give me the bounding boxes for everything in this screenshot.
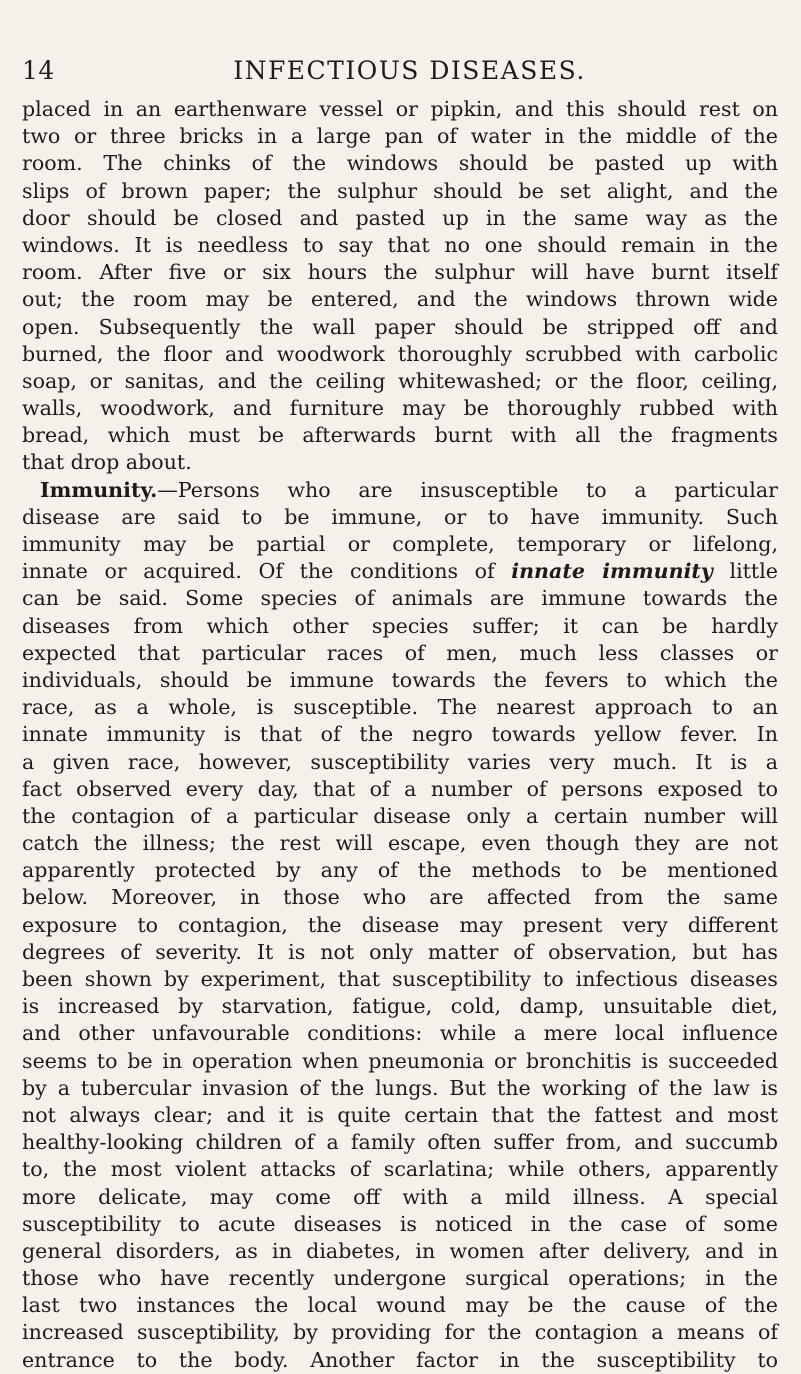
text-line: disease are said to be immune, or to have immunity. Such: [22, 504, 778, 529]
text-line: room. After five or six hours the sulphur will have burnt itself: [22, 260, 778, 285]
text-fragment: little: [729, 559, 778, 584]
text-line: and other unfavourable conditions: while a mere local influence: [22, 1021, 778, 1046]
text-line: those who have recently undergone surgical operations; in the: [22, 1266, 778, 1291]
text-line: room. The chinks of the windows should be pasted up with: [22, 151, 778, 176]
text-line: to, the most violent attacks of scarlatina; while others, apparently: [22, 1157, 778, 1182]
section-heading-immunity: Immunity.: [40, 477, 158, 502]
text-line: race, as a whole, is susceptible. The nearest approach to an: [22, 695, 778, 720]
text-line: immunity may be partial or complete, temporary or lifelong,: [22, 532, 778, 556]
text-line: can be said. Some species of animals are immune towards the: [22, 586, 778, 611]
text-line: a given race, however, susceptibility varies very much. It is a: [22, 749, 778, 774]
text-line: door should be closed and pasted up in the same way as the: [22, 205, 778, 230]
text-line: last two instances the local wound may be the cause of the: [22, 1293, 778, 1318]
text-line: fact observed every day, that of a number of persons exposed to: [22, 776, 778, 801]
emphasis-innate-immunity: innate immunity: [511, 559, 713, 584]
text-line: catch the illness; the rest will escape, even though they are not: [22, 831, 778, 856]
text-line: apparently protected by any of the methods to be mentioned: [22, 858, 778, 883]
text-line: soap, or sanitas, and the ceiling whitewashed; or the floor, ceiling,: [22, 368, 778, 393]
text-line: expected that particular races of men, much less classes or: [22, 640, 778, 665]
text-line: increased susceptibility, by providing for the contagion a means of: [22, 1320, 778, 1345]
text-fragment: —Persons who are insusceptible to a particular: [157, 477, 778, 502]
text-line: been shown by experiment, that susceptibility to infectious diseases: [22, 967, 778, 991]
text-line: more delicate, may come off with a mild illness. A special: [22, 1184, 778, 1209]
text-line: general disorders, as in diabetes, in women after delivery, and in: [22, 1238, 778, 1263]
text-line: windows. It is needless to say that no one should remain in the: [22, 232, 778, 257]
text-line: by a tubercular invasion of the lungs. But the working of the law is: [22, 1075, 778, 1100]
text-line: healthy-looking children of a family often suffer from, and succumb: [22, 1130, 778, 1155]
text-line: burned, the floor and woodwork thoroughly scrubbed with carbolic: [22, 341, 778, 366]
text-line: entrance to the body. Another factor in the susceptibility to: [22, 1347, 778, 1372]
text-line: [22, 477, 778, 504]
text-line: slips of brown paper; the sulphur should be set alight, and the: [22, 178, 778, 203]
paragraph-immunity: [22, 477, 778, 1374]
text-line: seems to be in operation when pneumonia or bronchitis is succeeded: [22, 1048, 778, 1073]
text-line: [22, 558, 778, 585]
page-number: 14: [22, 56, 55, 85]
text-fragment: innate or acquired. Of the conditions of: [22, 559, 495, 584]
body-text: [22, 96, 778, 1374]
text-line: is increased by starvation, fatigue, cold, damp, unsuitable diet,: [22, 994, 778, 1019]
text-line: open. Subsequently the wall paper should be stripped off and: [22, 314, 778, 339]
text-line: placed in an earthenware vessel or pipkin, and this should rest on: [22, 97, 778, 121]
text-line: two or three bricks in a large pan of water in the middle of the: [22, 124, 778, 149]
text-line: not always clear; and it is quite certain that the fattest and most: [22, 1102, 778, 1127]
text-line: susceptibility to acute diseases is noticed in the case of some: [22, 1211, 778, 1236]
text-line: out; the room may be entered, and the windows thrown wide: [22, 287, 778, 312]
text-line: that drop about.: [22, 450, 192, 475]
text-line: below. Moreover, in those who are affected from the same: [22, 885, 778, 910]
text-line: innate immunity is that of the negro towards yellow fever. In: [22, 722, 778, 747]
text-line: walls, woodwork, and furniture may be thoroughly rubbed with: [22, 396, 778, 421]
text-line: degrees of severity. It is not only matter of observation, but has: [22, 939, 778, 964]
text-line: the contagion of a particular disease only a certain number will: [22, 803, 778, 828]
text-line: exposure to contagion, the disease may present very different: [22, 912, 778, 937]
text-line: individuals, should be immune towards the fevers to which the: [22, 667, 778, 692]
running-head: [22, 56, 777, 86]
text-line: diseases from which other species suffer; it can be hardly: [22, 613, 778, 638]
text-line: bread, which must be afterwards burnt with all the fragments: [22, 423, 778, 448]
paragraph-fumigation: [22, 96, 778, 477]
page-title: INFECTIOUS DISEASES.: [233, 56, 586, 85]
